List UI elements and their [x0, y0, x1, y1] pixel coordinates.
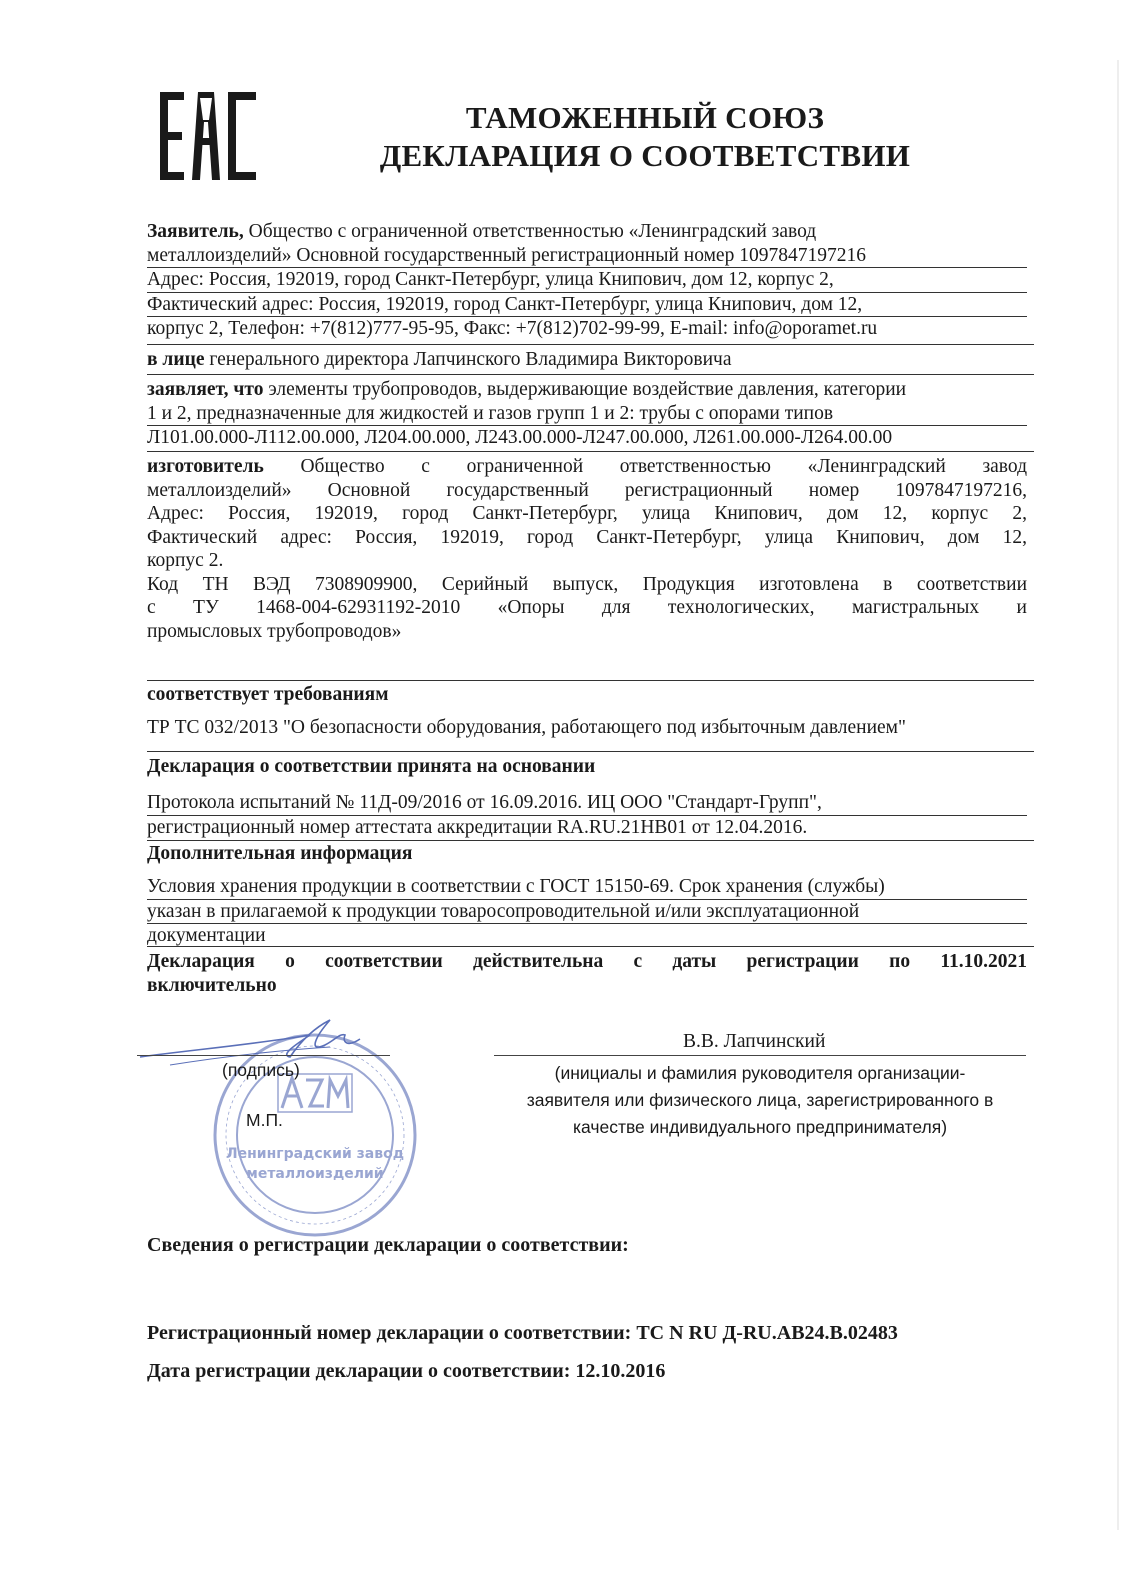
additional-line: документации	[147, 925, 266, 946]
manufacturer-label: изготовитель	[147, 456, 264, 477]
divider	[147, 344, 1034, 345]
name-caption-line: заявителя или физического лица, зарегистрированного в	[526, 1090, 994, 1110]
declares-line: 1 и 2, предназначенные для жидкостей и газов групп 1 и 2: трубы с опорами типов	[147, 402, 1027, 427]
manufacturer-block	[147, 455, 1027, 643]
union-title: ТАМОЖЕННЫЙ СОЮЗ	[465, 100, 825, 135]
applicant-line: Общество с ограниченной ответственностью «Ленинградский завод	[248, 221, 817, 242]
declares-block	[147, 378, 1027, 450]
tn-ved-line: промысловых трубопроводов»	[147, 620, 402, 642]
divider	[147, 751, 1034, 752]
manufacturer-line: Общество с ограниченной ответственностью «Ленинградский завод	[300, 456, 1027, 477]
validity-line: Декларация о соответствии действительна с даты регистрации по 11.10.2021	[147, 951, 1027, 972]
stamp-text-2: металлоизделий	[246, 1166, 384, 1182]
represented-text: генерального директора Лапчинского Владимира Викторовича	[209, 349, 732, 370]
signer-name: В.В. Лапчинский	[683, 1031, 826, 1052]
registration-number: Регистрационный номер декларации о соответствии: ТС N RU Д-RU.AB24.B.02483	[147, 1322, 898, 1344]
divider	[147, 680, 1034, 681]
applicant-line: Адрес: Россия, 192019, город Санкт-Петербург, улица Книпович, дом 12, корпус 2,	[147, 268, 1027, 293]
name-caption-line: качестве индивидуального предпринимателя)	[572, 1117, 948, 1137]
represented-label: в лице	[147, 349, 205, 370]
basis-line: Протокола испытаний № 11Д-09/2016 от 16.09.2016. ИЦ ООО "Стандарт-Групп",	[147, 791, 1027, 816]
eac-logo-icon	[160, 92, 258, 180]
complies-text: ТР ТС 032/2013 "О безопасности оборудования, работающего под избыточным давлением"	[147, 717, 906, 738]
applicant-line: металлоизделий» Основной государственный регистрационный номер 1097847197216	[147, 244, 1027, 269]
additional-line: Условия хранения продукции в соответствии с ГОСТ 15150-69. Срок хранения (службы)	[147, 875, 1027, 900]
validity-block	[147, 950, 1027, 997]
registration-date: Дата регистрации декларации о соответствии: 12.10.2016	[147, 1360, 666, 1382]
additional-block	[147, 875, 1027, 948]
signature-caption: (подпись)	[222, 1060, 300, 1080]
document-title: ДЕКЛАРАЦИЯ О СООТВЕТСТВИИ	[379, 138, 911, 173]
divider	[147, 451, 1034, 452]
divider	[147, 840, 1034, 841]
applicant-label: Заявитель,	[147, 221, 244, 242]
registration-title: Сведения о регистрации декларации о соответствии:	[147, 1234, 629, 1256]
basis-block	[147, 791, 1027, 839]
name-caption-line: (инициалы и фамилия руководителя организации-	[554, 1063, 966, 1083]
manufacturer-line: Фактический адрес: Россия, 192019, город Санкт-Петербург, улица Книпович, дом 12,	[147, 526, 1027, 548]
additional-title: Дополнительная информация	[147, 843, 413, 864]
stamp-caption: М.П.	[246, 1110, 283, 1130]
applicant-block	[147, 220, 1027, 341]
tn-ved-line: Код ТН ВЭД 7308909900, Серийный выпуск, Продукция изготовлена в соответствии	[147, 573, 1027, 595]
divider	[147, 946, 1034, 947]
basis-title: Декларация о соответствии принята на основании	[147, 756, 596, 777]
scan-edge	[1117, 60, 1119, 1530]
signature-line	[137, 1055, 390, 1056]
manufacturer-line: металлоизделий» Основной государственный регистрационный номер 1097847197216,	[147, 479, 1027, 501]
stamp-text-1: Ленинградский завод	[225, 1146, 405, 1162]
declares-line: Л101.00.000-Л112.00.000, Л204.00.000, Л243.00.000-Л247.00.000, Л261.00.000-Л264.00.00	[147, 427, 893, 448]
manufacturer-line: Адрес: Россия, 192019, город Санкт-Петербург, улица Книпович, дом 12, корпус 2,	[147, 503, 1027, 524]
basis-line: регистрационный номер аттестата аккредитации RA.RU.21НВ01 от 12.04.2016.	[147, 816, 808, 838]
name-line	[494, 1055, 1026, 1056]
manufacturer-line: корпус 2.	[147, 550, 224, 571]
divider	[147, 374, 1034, 375]
complies-title: соответствует требованиям	[147, 684, 389, 705]
represented-block	[147, 348, 1027, 372]
applicant-line: Фактический адрес: Россия, 192019, город Санкт-Петербург, улица Книпович, дом 12,	[147, 293, 1027, 318]
validity-line: включительно	[147, 974, 277, 996]
name-caption	[494, 1060, 1026, 1141]
additional-line: указан в прилагаемой к продукции товаросопроводительной и/или эксплуатационной	[147, 900, 1027, 925]
applicant-line: корпус 2, Телефон: +7(812)777-95-95, Факс: +7(812)702-99-99, E-mail: info@oporamet.ru	[147, 318, 878, 339]
tn-ved-line: с ТУ 1468-004-62931192-2010 «Опоры для технологических, магистральных и	[147, 597, 1027, 618]
declares-line: элементы трубопроводов, выдерживающие воздействие давления, категории	[268, 379, 907, 400]
declares-label: заявляет, что	[147, 379, 264, 400]
